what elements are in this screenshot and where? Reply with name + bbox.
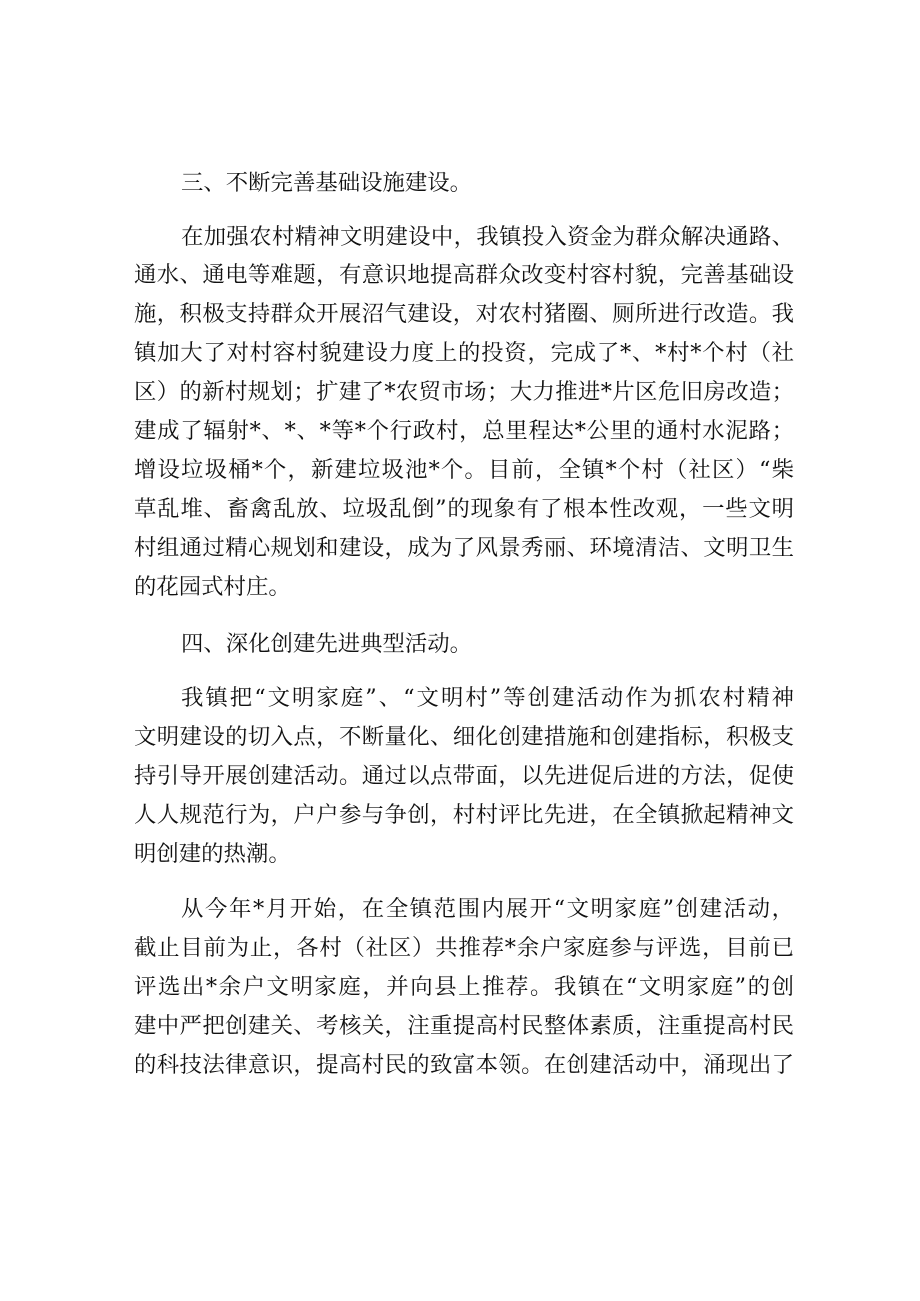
paragraph-line: 我镇把“文明家庭”、“文明村”等创建活动作为抓农村精神 — [181, 685, 794, 711]
paragraph-line: 在加强农村精神文明建设中，我镇投入资金为群众解决通路、 — [181, 224, 794, 250]
paragraph-line: 建成了辐射*、*、*等*个行政村，总里程达*公里的通村水泥路； — [134, 418, 794, 444]
heading-model-activities: 四、深化创建先进典型活动。 — [181, 631, 473, 657]
paragraph-line: 镇加大了对村容村貌建设力度上的投资，完成了*、*村*个村（社 — [134, 340, 794, 366]
paragraph-line: 人人规范行为，户户参与争创，村村评比先进，在全镇掀起精神文 — [134, 802, 794, 828]
paragraph-line: 的花园式村庄。 — [134, 574, 291, 600]
paragraph-line: 文明建设的切入点，不断量化、细化创建措施和创建指标，积极支 — [134, 724, 794, 750]
paragraph-line: 区）的新村规划；扩建了*农贸市场；大力推进*片区危旧房改造； — [134, 379, 794, 405]
paragraph-line: 施，积极支持群众开展沼气建设，对农村猪圈、厕所进行改造。我 — [134, 301, 794, 327]
paragraph-line: 村组通过精心规划和建设，成为了风景秀丽、环境清洁、文明卫生 — [134, 535, 794, 561]
heading-infrastructure: 三、不断完善基础设施建设。 — [181, 170, 473, 196]
paragraph-line: 的科技法律意识，提高村民的致富本领。在创建活动中，涌现出了 — [134, 1052, 794, 1078]
paragraph-line: 通水、通电等难题，有意识地提高群众改变村容村貌，完善基础设 — [134, 262, 794, 288]
paragraph-line: 建中严把创建关、考核关，注重提高村民整体素质，注重提高村民 — [134, 1013, 794, 1039]
paragraph-line: 持引导开展创建活动。通过以点带面，以先进促后进的方法，促使 — [134, 763, 794, 789]
paragraph-line: 从今年*月开始，在全镇范围内展开“文明家庭”创建活动， — [181, 896, 794, 922]
paragraph-line: 草乱堆、畜禽乱放、垃圾乱倒”的现象有了根本性改观，一些文明 — [134, 496, 794, 522]
paragraph-line: 增设垃圾桶*个，新建垃圾池*个。目前，全镇*个村（社区）“柴 — [134, 457, 794, 483]
paragraph-line: 截止目前为止，各村（社区）共推荐*余户家庭参与评选，目前已 — [134, 935, 794, 961]
paragraph-line: 明创建的热潮。 — [134, 841, 291, 867]
paragraph-line: 评选出*余户文明家庭，并向县上推荐。我镇在“文明家庭”的创 — [134, 974, 794, 1000]
